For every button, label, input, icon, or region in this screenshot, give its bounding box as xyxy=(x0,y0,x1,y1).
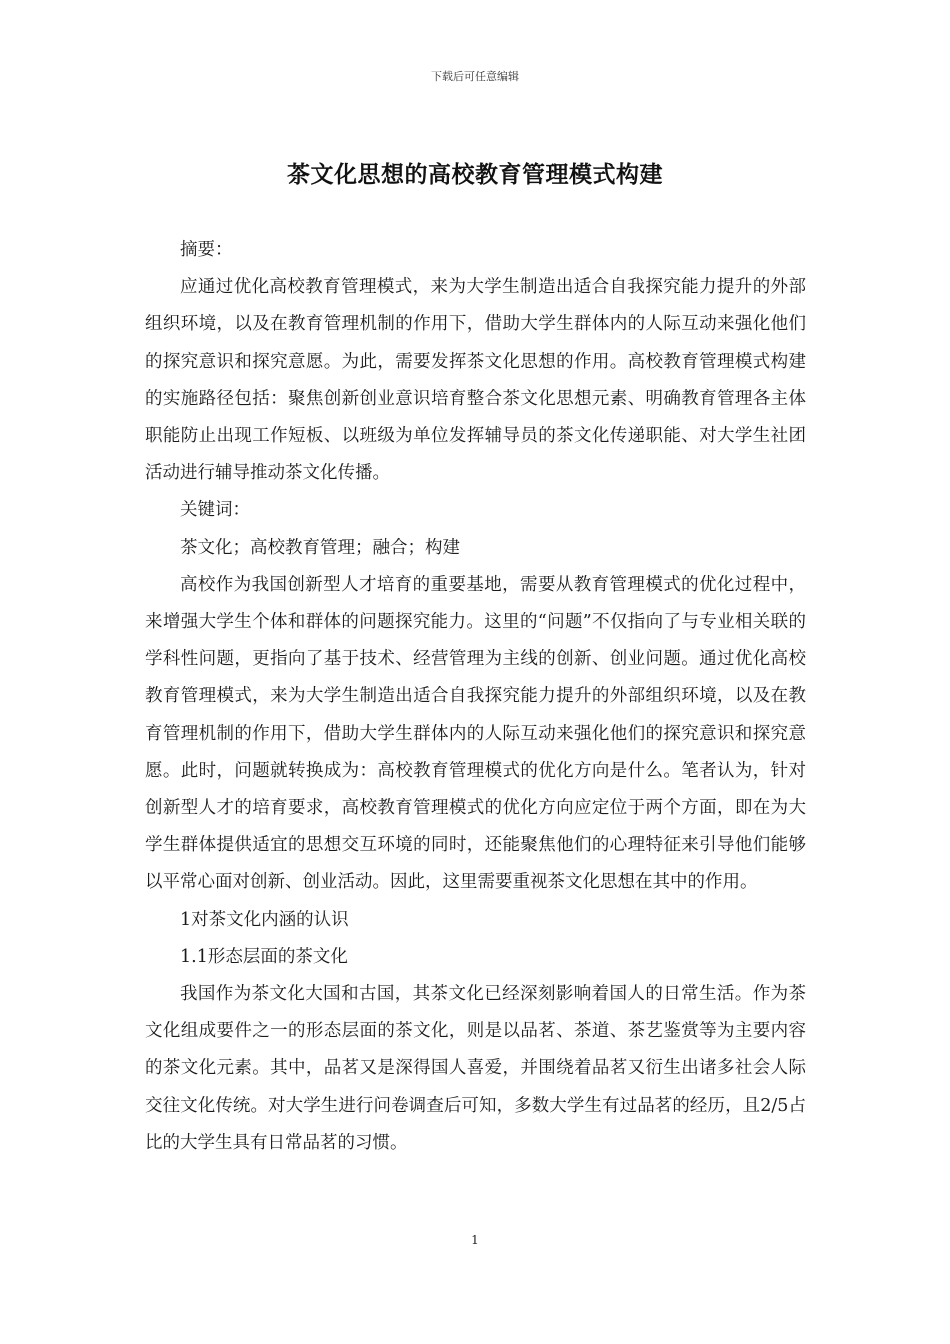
keywords-label: 关键词： xyxy=(180,500,250,521)
keywords-paragraph: 茶文化；高校教育管理；融合；构建 xyxy=(180,537,460,558)
abstract-paragraph: 应通过优化高校教育管理模式，来为大学生制造出适合自我探究能力提升的外部组织环境，以及在教育管理机制的作用下，借助大学生群体内的人际互动来强化他们的探究意识和探究意愿。为此，需要发挥茶文化思想的作用。高校教育管理模式构建的实施路径包括：聚焦创新创业意识培育整合茶文化思想元素、明确教育管理各主体职能防止出现工作短板、以班级为单位发挥辅导员的茶文化传递职能、对大学生社团活动进行辅导推动茶文化传播。 xyxy=(145,277,806,484)
intro-paragraph: 高校作为我国创新型人才培育的重要基地，需要从教育管理模式的优化过程中，来增强大学生个体和群体的问题探究能力。这里的“问题”不仅指向了与专业相关联的学科性问题，更指向了基于技术、经营管理为主线的创新、创业问题。通过优化高校教育管理模式，来为大学生制造出适合自我探究能力提升的外部组织环境，以及在教育管理机制的作用下，借助大学生群体内的人际互动来强化他们的探究意识和探究意愿。此时，问题就转换成为：高校教育管理模式的优化方向是什么。笔者认为，针对创新型人才的培育要求，高校教育管理模式的优化方向应定位于两个方面，即在为大学生群体提供适宜的思想交互环境的同时，还能聚焦他们的心理特征来引导他们能够以平常心面对创新、创业活动。因此，这里需要重视茶文化思想在其中的作用。 xyxy=(145,574,806,893)
page-header: 下载后可任意编辑 xyxy=(431,70,519,83)
section-paragraph: 我国作为茶文化大国和古国，其茶文化已经深刻影响着国人的日常生活。作为茶文化组成要件之一的形态层面的茶文化，则是以品茗、茶道、茶艺鉴赏等为主要内容的茶文化元素。其中，品茗又是深得国人喜爱，并围绕着品茗又衍生出诸多社会人际交往文化传统。对大学生进行问卷调查后可知，多数大学生有过品茗的经历，且2/5占比的大学生具有日常品茗的习惯。 xyxy=(145,984,806,1153)
page-number: 1 xyxy=(471,1233,479,1247)
section-heading-1: 1对茶文化内涵的认识 xyxy=(180,909,349,930)
subsection-heading-1-1: 1.1形态层面的茶文化 xyxy=(180,946,348,967)
abstract-label: 摘要： xyxy=(180,240,233,260)
document-title: 茶文化思想的高校教育管理模式构建 xyxy=(287,162,663,188)
document-body xyxy=(145,232,806,1162)
